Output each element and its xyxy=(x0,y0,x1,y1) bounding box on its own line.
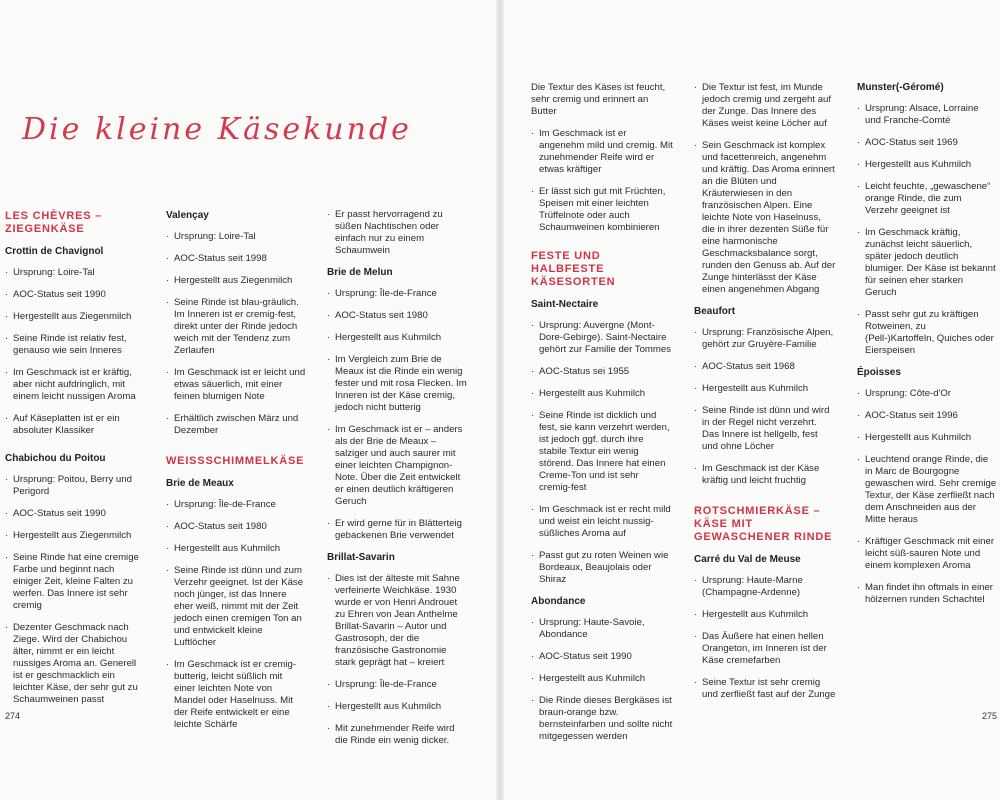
list-item: · Ursprung: Île-de-France xyxy=(166,499,306,511)
list-item: · Im Geschmack ist er – anders als der Brie de Meaux – salziger und auch saurer mit einer leichten Champignon-Note. Über die Zeit entwickelt er einen deutlich kräftigeren Geruch xyxy=(327,424,469,508)
cheese-name: Valençay xyxy=(166,210,209,221)
list-item: · Passt gut zu roten Weinen wie Bordeaux, Beaujolais oder Shiraz xyxy=(531,550,673,586)
list-item: · Hergestellt aus Kuhmilch xyxy=(531,388,673,400)
list-item: · Er passt hervorragend zu süßen Nachtischen oder einfach nur zu einem Schaumwein xyxy=(327,209,469,257)
cheese-name: Abondance xyxy=(531,596,586,607)
list-item: · Seine Rinde ist dünn und wird in der Regel nicht verzehrt. Das Innere ist hellgelb, fest und ohne Löcher xyxy=(694,405,836,453)
cheese-block xyxy=(694,554,836,701)
list-item: · AOC-Status seit 1969 xyxy=(857,137,997,149)
column-4 xyxy=(531,82,673,753)
cheese-name: Beaufort xyxy=(694,306,736,317)
list-item: · Die Rinde dieses Bergkäses ist braun-orange bzw. bernsteinfarben und sollte nicht mitgegessen werden xyxy=(531,695,673,743)
list-item: · Die Textur ist fest, im Munde jedoch cremig und zergeht auf der Zunge. Das Innere des Käses weist keine Löcher auf xyxy=(694,82,836,130)
cheese-block xyxy=(531,299,673,586)
list-item: · AOC-Status seit 1980 xyxy=(327,310,469,322)
list-item: · Seine Textur ist sehr cremig und zerfließt fast auf der Zunge xyxy=(694,677,836,701)
list-item: · Im Geschmack ist er cremig-butterig, leicht süßlich mit einer leichten Note von Mandel oder Haselnuss. Mit der Reife entwickelt er eine leichte Schärfe xyxy=(166,659,306,731)
list-item: · Ursprung: Alsace, Lorraine und Franche-Comté xyxy=(857,103,997,127)
cheese-name: Brie de Meaux xyxy=(166,478,234,489)
cheese-name: Brie de Melun xyxy=(327,267,393,278)
list-item: Die Textur des Käses ist feucht, sehr cremig und erinnert an Butter xyxy=(531,82,666,117)
column-2 xyxy=(166,210,306,741)
cheese-block xyxy=(327,552,469,747)
cheese-name: Crottin de Chavignol xyxy=(5,246,104,257)
list-item: · Im Geschmack ist er leicht und etwas säuerlich, mit einer feinen blumigen Note xyxy=(166,367,306,403)
list-item: · Er wird gerne für in Blätterteig gebackenen Brie verwendet xyxy=(327,518,469,542)
list-item: · Leuchtend orange Rinde, die in Marc de Bourgogne gewaschen wird. Sehr cremige Textur, der Käse zerfließt nach dem Anschneiden aus der Mitte heraus xyxy=(857,454,997,526)
list-item: · Seine Rinde ist blau-gräulich. Im Inneren ist er cremig-fest, direkt unter der Rinde jedoch weich mit der Tendenz zum Zerlaufen xyxy=(166,297,306,357)
column-6 xyxy=(857,82,997,616)
column-1 xyxy=(5,206,145,716)
list-item: · Ursprung: Île-de-France xyxy=(327,288,469,300)
list-item: · Hergestellt aus Kuhmilch xyxy=(857,432,997,444)
list-item: · Hergestellt aus Kuhmilch xyxy=(857,159,997,171)
list-item: · AOC-Status seit 1980 xyxy=(166,521,306,533)
cheese-block xyxy=(166,478,306,731)
list-item: · Im Vergleich zum Brie de Meaux ist die Rinde ein wenig fester und mit rosa Flecken. Im Inneren ist der Käse cremig, jedoch nicht butterig xyxy=(327,354,469,414)
cheese-name: Saint-Nectaire xyxy=(531,299,599,310)
page-number-right: 275 xyxy=(982,711,998,721)
cheese-name: Carré du Val de Meuse xyxy=(694,554,801,565)
list-item: · Dezenter Geschmack nach Ziege. Wird der Chabichou älter, nimmt er ein leicht nussiges Aroma an. Generell ist er geschmacklich ein leichter Käse, der sehr gut zu Schaumweinen passt xyxy=(5,622,145,706)
category-heading: FESTE UND HALBFESTE KÄSESORTEN xyxy=(531,250,616,288)
list-item: · Im Geschmack ist er kräftig, aber nicht aufdringlich, mit einem leicht nussigen Aroma xyxy=(5,367,145,403)
list-item: · Im Geschmack ist der Käse kräftig und leicht fruchtig xyxy=(694,463,836,487)
list-item: · Seine Rinde ist relativ fest, genauso wie sein Inneres xyxy=(5,333,145,357)
list-item: · Hergestellt aus Kuhmilch xyxy=(327,332,469,344)
cheese-block xyxy=(166,210,306,437)
list-item: · Ursprung: Loire-Tal xyxy=(5,267,145,279)
list-item: · Hergestellt aus Kuhmilch xyxy=(327,701,469,713)
list-item: · AOC-Status sei 1955 xyxy=(531,366,673,378)
list-item: · Im Geschmack ist er recht mild und weist ein leicht nussig-süßliches Aroma auf xyxy=(531,504,673,540)
cheese-block xyxy=(531,596,673,743)
list-item: · Ursprung: Haute-Savoie, Abondance xyxy=(531,617,673,641)
list-item: · Im Geschmack kräftig, zunächst leicht säuerlich, später jedoch deutlich blumiger. Der Käse ist bekannt für seinen eher starken Geruch xyxy=(857,227,997,299)
cheese-block xyxy=(5,246,145,437)
list-item: · Seine Rinde ist dicklich und fest, sie kann verzehrt werden, ist jedoch ggf. durch ihre stabile Textur ein wenig störend. Das Innere hat einen Creme-Ton und ist sehr cremig-fest xyxy=(531,410,673,494)
category-heading: LES CHÈVRES – ZIEGENKÄSE xyxy=(5,210,103,235)
list-item: · Hergestellt aus Kuhmilch xyxy=(694,383,836,395)
cheese-block xyxy=(5,453,145,706)
cheese-block xyxy=(327,267,469,542)
list-item: · Mit zunehmender Reife wird die Rinde ein wenig dicker. xyxy=(327,723,469,747)
list-item: · Ursprung: Poitou, Berry und Perigord xyxy=(5,474,145,498)
list-item: · AOC-Status seit 1990 xyxy=(5,508,145,520)
list-item: · Kräftiger Geschmack mit einer leicht süß-sauren Note und einem komplexen Aroma xyxy=(857,536,997,572)
list-item: · AOC-Status seit 1998 xyxy=(166,253,306,265)
list-item: · Auf Käseplatten ist er ein absoluter Klassiker xyxy=(5,413,145,437)
list-item: · Ursprung: Côte-d'Or xyxy=(857,388,997,400)
book-gutter xyxy=(496,0,504,800)
list-item: · Hergestellt aus Kuhmilch xyxy=(694,609,836,621)
list-item: · AOC-Status seit 1968 xyxy=(694,361,836,373)
category-heading: WEISSSCHIMMELKÄSE xyxy=(166,455,305,467)
cheese-name: Munster(-Géromé) xyxy=(857,82,944,93)
list-item: · AOC-Status seit 1990 xyxy=(5,289,145,301)
list-item: · Ursprung: Île-de-France xyxy=(327,679,469,691)
list-item: · Passt sehr gut zu kräftigen Rotweinen, zu (Pell-)Kartoffeln, Quiches oder Eierspeisen xyxy=(857,309,997,357)
page-title: Die kleine Käsekunde xyxy=(22,112,412,147)
list-item: · Das Äußere hat einen hellen Orangeton, im Inneren ist der Käse cremefarben xyxy=(694,631,836,667)
list-item: · AOC-Status seit 1996 xyxy=(857,410,997,422)
list-item: · Seine Rinde hat eine cremige Farbe und beginnt nach einiger Zeit, kleine Falten zu werfen. Das Innere ist sehr cremig xyxy=(5,552,145,612)
cheese-block xyxy=(857,367,997,606)
list-item: · Ursprung: Loire-Tal xyxy=(166,231,306,243)
list-item: · Dies ist der älteste mit Sahne verfeinerte Weichkäse. 1930 wurde er von Henri Androuet zu Ehren von Jean Anthelme Brillat-Savarin – Autor und Gastrosoph, der die französische Gastronomie stark geprägt hat – kreiert xyxy=(327,573,469,669)
column-3 xyxy=(327,209,469,757)
list-item: · Hergestellt aus Ziegenmilch xyxy=(5,311,145,323)
list-item: · AOC-Status seit 1990 xyxy=(531,651,673,663)
cheese-name: Époisses xyxy=(857,367,901,378)
list-item: · Ursprung: Auvergne (Mont-Dore-Gebirge). Saint-Nectaire gehört zur Familie der Tommes xyxy=(531,320,673,356)
category-heading: ROTSCHMIERKÄSE – KÄSE MIT GEWASCHENER RINDE xyxy=(694,505,833,543)
list-item: · Hergestellt aus Kuhmilch xyxy=(531,673,673,685)
list-item: · Hergestellt aus Ziegenmilch xyxy=(5,530,145,542)
list-item: · Ursprung: Französische Alpen, gehört zur Gruyère-Familie xyxy=(694,327,836,351)
list-item: · Man findet ihn oftmals in einer hölzernen runden Schachtel xyxy=(857,582,997,606)
list-item: · Hergestellt aus Kuhmilch xyxy=(166,543,306,555)
cheese-name: Brillat-Savarin xyxy=(327,552,395,563)
page-number-left: 274 xyxy=(5,711,21,721)
list-item: · Ursprung: Haute-Marne (Champagne-Ardenne) xyxy=(694,575,836,599)
list-item: · Er lässt sich gut mit Früchten, Speisen mit einer leichten Trüffelnote oder auch Schaumweinen kombinieren xyxy=(531,186,673,234)
list-item: · Sein Geschmack ist komplex und facettenreich, angenehm und kräftig. Das Aroma erinnert an die Blüten und Kräuterwiesen in den französischen Alpen. Eine leichte Note von Haselnuss, die in ihrer dezenten Süße für eine harmonische Geschmacksbalance sorgt, runden den Genuss ab. Auf der Zunge hinterlässt der Käse einen angenehmen Abgang xyxy=(694,140,836,296)
cheese-block xyxy=(694,306,836,487)
column-5 xyxy=(694,82,836,711)
cheese-name: Chabichou du Poitou xyxy=(5,453,106,464)
cheese-block xyxy=(857,82,997,357)
list-item: · Hergestellt aus Ziegenmilch xyxy=(166,275,306,287)
list-item: · Leicht feuchte, „gewaschene“ orange Rinde, die zum Verzehr geeignet ist xyxy=(857,181,997,217)
list-item: · Im Geschmack ist er angenehm mild und cremig. Mit zunehmender Reife wird er etwas kräftiger xyxy=(531,128,673,176)
list-item: · Erhältlich zwischen März und Dezember xyxy=(166,413,306,437)
list-item: · Seine Rinde ist dünn und zum Verzehr geeignet. Ist der Käse noch jünger, ist das Innere eher weiß, nimmt mit der Zeit jedoch einen cremigen Ton an und entwickelt kleine Luftlöcher xyxy=(166,565,306,649)
